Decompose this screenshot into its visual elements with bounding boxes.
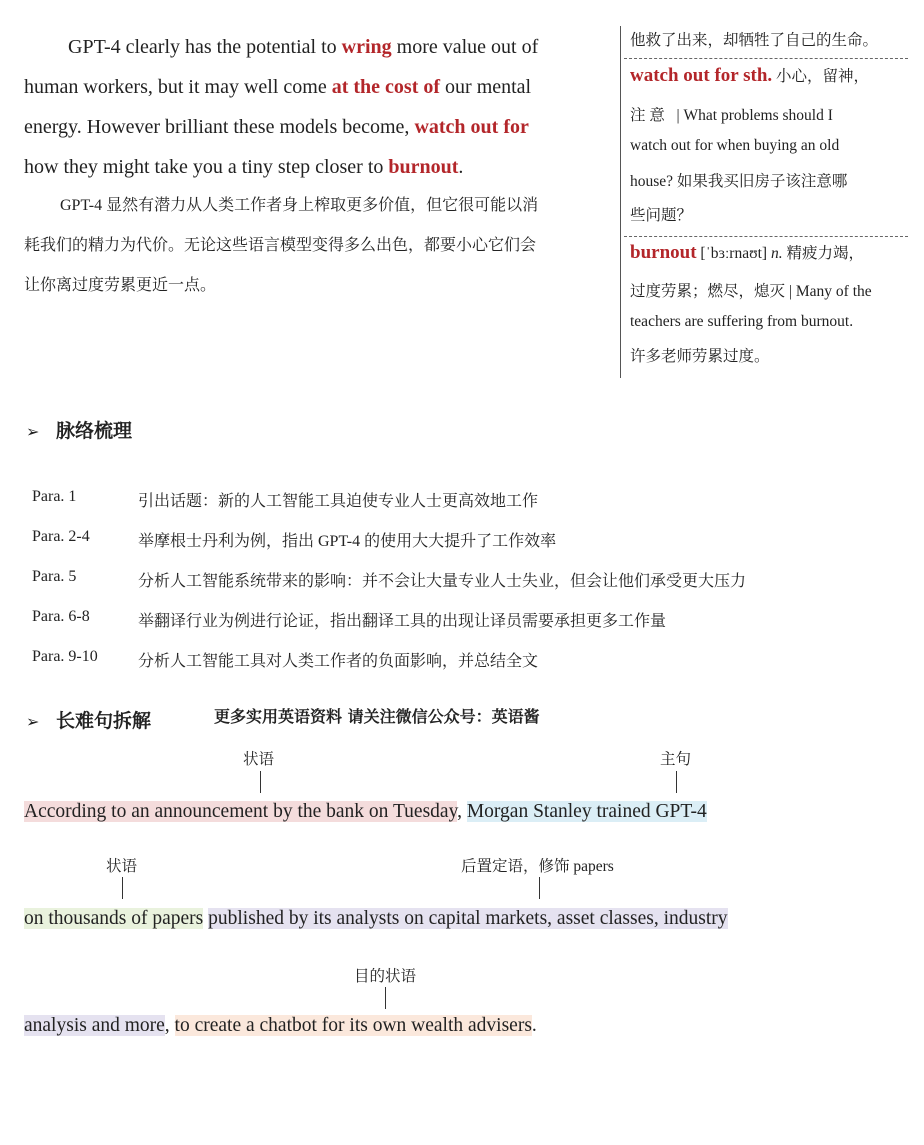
- sidebar-top-line: 他救了出来，却牺牲了自己的生命。: [630, 32, 879, 49]
- sidebar-divider: [620, 26, 621, 378]
- section-outline-heading: ➢ 脉络梳理: [26, 420, 133, 442]
- annotation-tick: [385, 987, 386, 1009]
- annotation-tick: [122, 877, 123, 899]
- vocab-watch-line-2: 注 意 | What problems should I: [630, 107, 833, 124]
- vocab-burnout-line-3: teachers are suffering from burnout.: [630, 313, 854, 330]
- section-sentence-heading: ➢ 长难句拆解: [26, 710, 152, 732]
- para-desc: 分析人工智能系统带来的影响：并不会让大量专业人士失业，但会让他们承受更大压力: [138, 573, 747, 590]
- passage-line-2: human workers, but it may well come at the cost of our mental: [24, 76, 532, 98]
- vocab-watch-line-5: 些问题？: [630, 207, 693, 224]
- arrow-icon: ➢: [26, 712, 40, 731]
- passage-line-1: GPT-4 clearly has the potential to wring more value out of: [68, 36, 539, 58]
- vocab-burnout-line-2: 过度劳累；燃尽，熄灭 | Many of the: [630, 283, 872, 300]
- sentence-line-2: on thousands of papers published by its analysts on capital markets, asset classes, industry: [24, 908, 728, 929]
- para-label: Para. 1: [32, 488, 77, 505]
- passage-line-4: how they might take you a tiny step closer to burnout.: [24, 156, 464, 178]
- annotation-adverbial: 状语: [106, 858, 138, 875]
- vocab-watch-line-3: watch out for when buying an old: [630, 137, 840, 154]
- passage-line-3: energy. However brilliant these models become, watch out for: [24, 116, 529, 138]
- annotation-adverbial: 状语: [243, 751, 275, 768]
- sentence-line-1: According to an announcement by the bank on Tuesday, Morgan Stanley trained GPT-4: [24, 801, 707, 822]
- translation-line-3: 让你离过度劳累更近一点。: [24, 277, 217, 294]
- sidebar-dash-1: [624, 58, 908, 59]
- translation-line-1: GPT-4 显然有潜力从人类工作者身上榨取更多价值，但它很可能以消: [60, 197, 539, 214]
- promo-text: 更多实用英语资料 请关注微信公众号：英语酱: [214, 707, 540, 726]
- para-label: Para. 2-4: [32, 528, 90, 545]
- para-desc: 举摩根士丹利为例，指出 GPT-4 的使用大大提升了工作效率: [138, 533, 557, 550]
- para-desc: 引出话题：新的人工智能工具迫使专业人士更高效地工作: [138, 493, 539, 510]
- para-desc: 举翻译行业为例进行论证，指出翻译工具的出现让译员需要承担更多工作量: [138, 613, 667, 630]
- annotation-tick: [539, 877, 540, 899]
- annotation-postmodifier: 后置定语，修饰 papers: [461, 858, 614, 875]
- para-desc: 分析人工智能工具对人类工作者的负面影响，并总结全文: [138, 653, 539, 670]
- annotation-tick: [260, 771, 261, 793]
- annotation-purpose: 目的状语: [354, 968, 417, 985]
- vocab-watch-header: watch out for sth. 小心，留神，: [630, 65, 870, 86]
- vocab-burnout-line-4: 许多老师劳累过度。: [630, 348, 770, 365]
- para-label: Para. 6-8: [32, 608, 90, 625]
- vocab-burnout-header: burnout [ˈbɜːrnaʊt] n. 精疲力竭，: [630, 242, 864, 263]
- sentence-line-3: analysis and more, to create a chatbot for its own wealth advisers.: [24, 1015, 537, 1036]
- para-label: Para. 5: [32, 568, 77, 585]
- translation-line-2: 耗我们的精力为代价。无论这些语言模型变得多么出色，都要小心它们会: [24, 237, 537, 254]
- arrow-icon: ➢: [26, 422, 40, 441]
- sidebar-dash-2: [624, 236, 908, 237]
- para-label: Para. 9-10: [32, 648, 98, 665]
- annotation-tick: [676, 771, 677, 793]
- annotation-main-clause: 主句: [660, 751, 692, 768]
- vocab-watch-line-4: house? 如果我买旧房子该注意哪: [630, 173, 848, 190]
